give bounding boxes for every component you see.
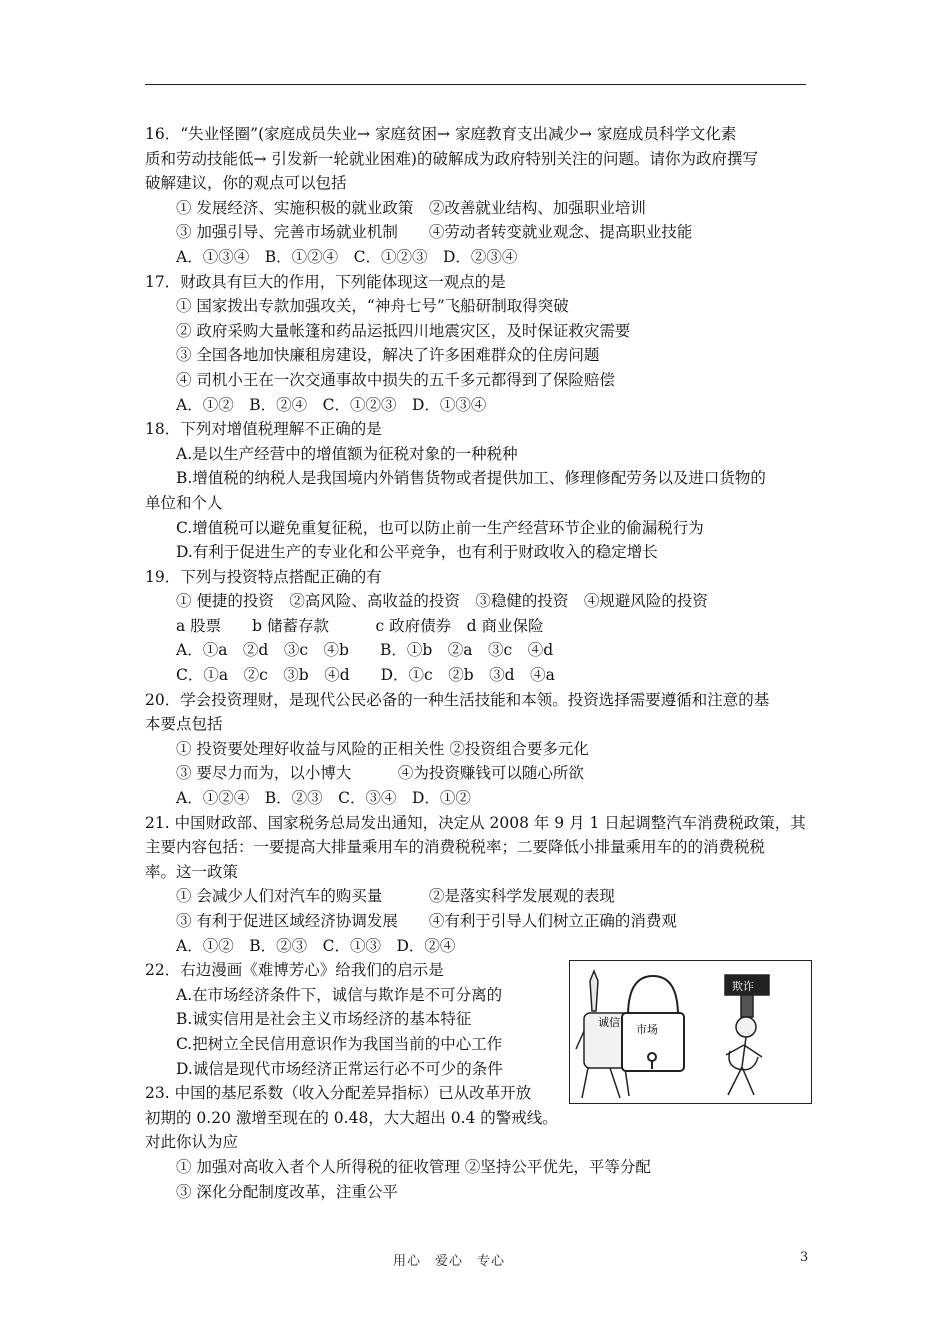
question-16-stem-3: 破解建议，你的观点可以包括: [145, 174, 347, 193]
question-20: [145, 688, 810, 811]
question-17-option-line: ③ 全国各地加快廉租房建设，解决了许多困难群众的住房问题: [176, 346, 600, 365]
question-23-stem-3: 对此你认为应: [145, 1133, 239, 1152]
question-19-answers: A．①a ②d ③c ④b B．①b ②a ③c ④d: [176, 641, 554, 660]
question-16-option-line: ③ 加强引导、完善市场就业机制 ④劳动者转变就业观念、提高职业技能: [176, 223, 693, 242]
question-22-23-block: [145, 958, 810, 1204]
question-18-choice-b: B.增值税的纳税人是我国境内外销售货物或者提供加工、修理修配劳务以及进口货物的: [176, 469, 766, 488]
question-22-choice-c: C.把树立全民信用意识作为我国当前的中心工作: [176, 1034, 503, 1053]
question-21-stem: 21. 中国财政部、国家税务总局发出通知，决定从 2008 年 9 月 1 日起调整汽车消费税政策，其: [145, 813, 806, 832]
question-18-choice-c: C.增值税可以避免重复征税，也可以防止前一生产经营环节企业的偷漏税行为: [176, 518, 704, 537]
question-19-option-line: ① 便捷的投资 ②高风险、高收益的投资 ③稳健的投资 ④规避风险的投资: [176, 592, 708, 611]
question-23-option-line: ③ 深化分配制度改革，注重公平: [176, 1182, 398, 1201]
question-16-option-line: ① 发展经济、实施积极的就业政策 ②改善就业结构、加强职业培训: [176, 198, 646, 217]
question-20-stem-2: 本要点包括: [145, 715, 223, 734]
question-20-stem: 20．学会投资理财，是现代公民必备的一种生活技能和本领。投资选择需要遵循和注意的基: [145, 690, 770, 709]
question-16-stem: 16．“失业怪圈”(家庭成员失业→ 家庭贫困→ 家庭教育支出减少→ 家庭成员科学文化素: [145, 125, 737, 143]
cartoon-label-integrity: 诚信: [598, 1016, 620, 1030]
question-22-stem: 22．右边漫画《难博芳心》给我们的启示是: [145, 961, 444, 980]
question-19-answers: C．①a ②c ③b ④d D．①c ②b ③d ④a: [176, 666, 555, 685]
question-18-stem: 18．下列对增值税理解不正确的是: [145, 420, 382, 439]
question-17-stem: 17．财政具有巨大的作用，下列能体现这一观点的是: [145, 272, 506, 291]
question-17: [145, 270, 810, 418]
footer-motto: 用心 爱心 专心: [393, 1254, 506, 1269]
question-18-choice-b-cont: 单位和个人: [145, 493, 223, 512]
question-23-stem-2: 初期的 0.20 激增至现在的 0.48，大大超出 0.4 的警戒线。: [145, 1108, 558, 1127]
cartoon-illustration: [569, 960, 812, 1104]
question-21-answers: A．①② B．②③ C．①③ D．②④: [176, 936, 456, 955]
page-number: 3: [800, 1250, 809, 1265]
question-23-stem: 23. 中国的基尼系数（收入分配差异指标）已从改革开放: [145, 1084, 532, 1103]
exam-page-content: [145, 122, 810, 1204]
question-20-option-line: ③ 要尽力而为，以小博大 ④为投资赚钱可以随心所欲: [176, 764, 584, 783]
question-17-answers: A．①② B．②④ C．①②③ D．①③④: [176, 395, 487, 414]
question-19: [145, 565, 810, 688]
question-22-choice-a: A.在市场经济条件下，诚信与欺诈是不可分离的: [176, 985, 503, 1004]
question-20-option-line: ① 投资要处理好收益与风险的正相关性 ②投资组合要多元化: [176, 739, 589, 758]
question-21: [145, 811, 810, 959]
question-16-answers: A．①③④ B．①②④ C．①②③ D．②③④: [176, 247, 518, 266]
question-19-option-line: a 股票 b 储蓄存款 c 政府债券 d 商业保险: [176, 616, 544, 635]
question-17-option-line: ④ 司机小王在一次交通事故中损失的五千多元都得到了保险赔偿: [176, 370, 615, 389]
question-21-option-line: ③ 有利于促进区域经济协调发展 ④有利于引导人们树立正确的消费观: [176, 912, 677, 930]
header-rule: [145, 84, 806, 85]
question-19-stem: 19．下列与投资特点搭配正确的有: [145, 567, 382, 586]
question-22-choice-b: B.诚实信用是社会主义市场经济的基本特征: [176, 1010, 472, 1029]
question-16: [145, 122, 810, 270]
question-21-option-line: ① 会减少人们对汽车的购买量 ②是落实科学发展观的表现: [176, 887, 615, 906]
question-22-choice-d: D.诚信是现代市场经济正常运行必不可少的条件: [176, 1059, 503, 1078]
question-21-stem-3: 率。这一政策: [145, 862, 239, 881]
question-20-answers: A．①②④ B．②③ C．③④ D．①②: [176, 789, 471, 808]
cartoon-label-fraud: 欺诈: [732, 980, 754, 994]
cartoon-drawing: [570, 961, 811, 1103]
question-18-choice-d: D.有利于促进生产的专业化和公平竞争，也有利于财政收入的稳定增长: [176, 543, 658, 562]
question-18: [145, 417, 810, 565]
question-18-choice-a: A.是以生产经营中的增值额为征税对象的一种税种: [176, 444, 518, 463]
question-17-option-line: ① 国家拨出专款加强攻关，“神舟七号”飞船研制取得突破: [176, 297, 569, 316]
question-23-option-line: ① 加强对高收入者个人所得税的征收管理 ②坚持公平优先，平等分配: [176, 1157, 651, 1176]
question-16-stem-2: 质和劳动技能低→ 引发新一轮就业困难)的破解成为政府特别关注的问题。请你为政府撰写: [145, 149, 758, 168]
question-21-stem-2: 主要内容包括：一要提高大排量乘用车的消费税税率；二要降低小排量乘用车的的消费税税: [145, 838, 766, 857]
cartoon-label-market: 市场: [636, 1023, 658, 1037]
question-17-option-line: ② 政府采购大量帐篷和药品运抵四川地震灾区，及时保证救灾需要: [176, 321, 631, 340]
